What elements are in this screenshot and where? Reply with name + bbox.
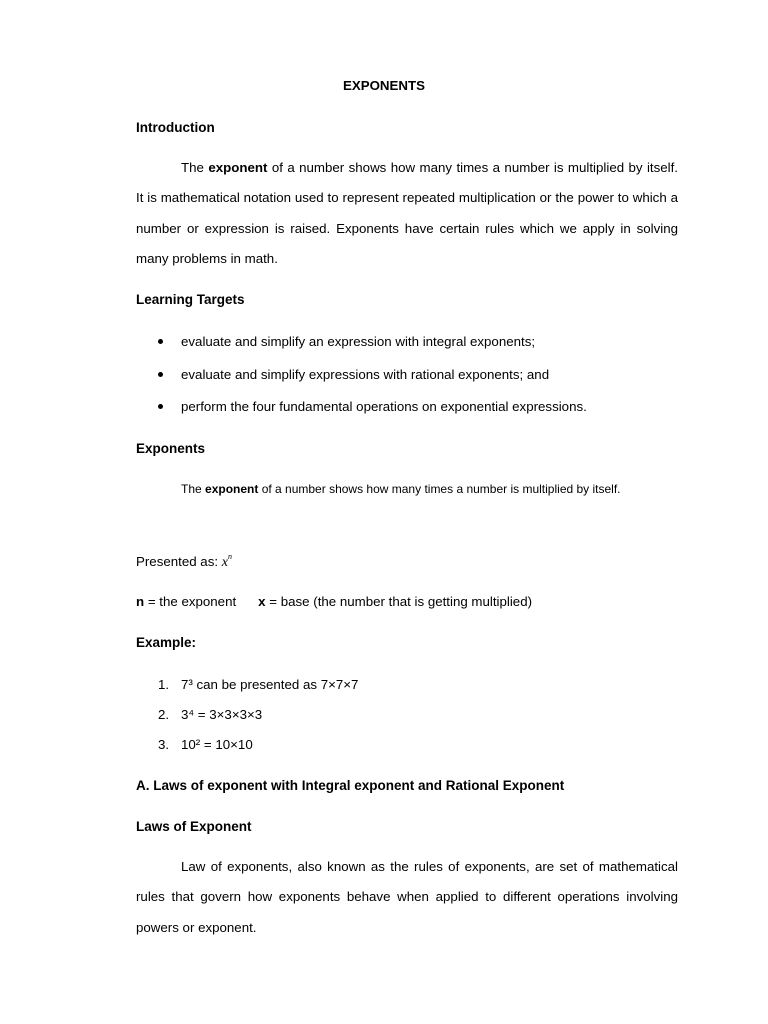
introduction-paragraph bbox=[136, 153, 678, 274]
learning-target-item: evaluate and simplify an expression with integral exponents; bbox=[181, 334, 536, 349]
intro-bold-term: exponent bbox=[208, 160, 268, 175]
intro-rest: of a number shows how many times a number is multiplied by itself. It is mathematical notation used to represent repeated multiplication or the power to which a number or expression is raised. Exponents have certain rules which we apply in solving many problems in math. bbox=[136, 160, 678, 266]
x-symbol: x bbox=[258, 594, 266, 609]
introduction-heading: Introduction bbox=[136, 120, 215, 135]
bullet-icon bbox=[158, 404, 163, 409]
exponents-heading: Exponents bbox=[136, 441, 206, 456]
section-a-heading: A. Laws of exponent with Integral exponent and Rational Exponent bbox=[136, 778, 565, 793]
bullet-icon bbox=[158, 372, 163, 377]
n-symbol: n bbox=[136, 594, 145, 609]
example-number: 1. bbox=[158, 677, 170, 692]
n-definition: = the exponent bbox=[144, 594, 237, 609]
laws-paragraph: Law of exponents, also known as the rules of exponents, are set of mathematical rules that govern how exponents behave when applied to different operations involving powers or exponent. bbox=[136, 859, 678, 935]
definition-line bbox=[136, 594, 678, 609]
exp-bold-term: exponent bbox=[205, 482, 259, 496]
presented-as-line bbox=[136, 552, 678, 571]
page-title: EXPONENTS bbox=[342, 78, 425, 93]
exponents-paragraph bbox=[136, 475, 678, 504]
x-definition: = base (the number that is getting multiplied) bbox=[265, 594, 533, 609]
example-number: 2. bbox=[158, 707, 170, 722]
bullet-icon bbox=[158, 339, 163, 344]
exp-prefix: The bbox=[181, 482, 206, 496]
example-item: 10² = 10×10 bbox=[181, 737, 253, 752]
example-item: 7³ can be presented as 7×7×7 bbox=[181, 677, 359, 692]
example-item: 3⁴ = 3×3×3×3 bbox=[181, 707, 263, 722]
presented-expression bbox=[221, 552, 232, 570]
expression-base: x bbox=[221, 555, 228, 570]
laws-heading: Laws of Exponent bbox=[136, 819, 252, 834]
expression-exponent: n bbox=[227, 552, 232, 561]
exp-rest: of a number shows how many times a number is multiplied by itself. bbox=[258, 482, 621, 496]
learning-targets-heading: Learning Targets bbox=[136, 292, 245, 307]
learning-target-item: evaluate and simplify expressions with rational exponents; and bbox=[181, 367, 550, 382]
example-number: 3. bbox=[158, 737, 170, 752]
presented-label: Presented as: bbox=[136, 554, 219, 569]
learning-target-item: perform the four fundamental operations on exponential expressions. bbox=[181, 399, 587, 414]
example-heading: Example: bbox=[136, 635, 197, 650]
intro-prefix: The bbox=[181, 160, 209, 175]
